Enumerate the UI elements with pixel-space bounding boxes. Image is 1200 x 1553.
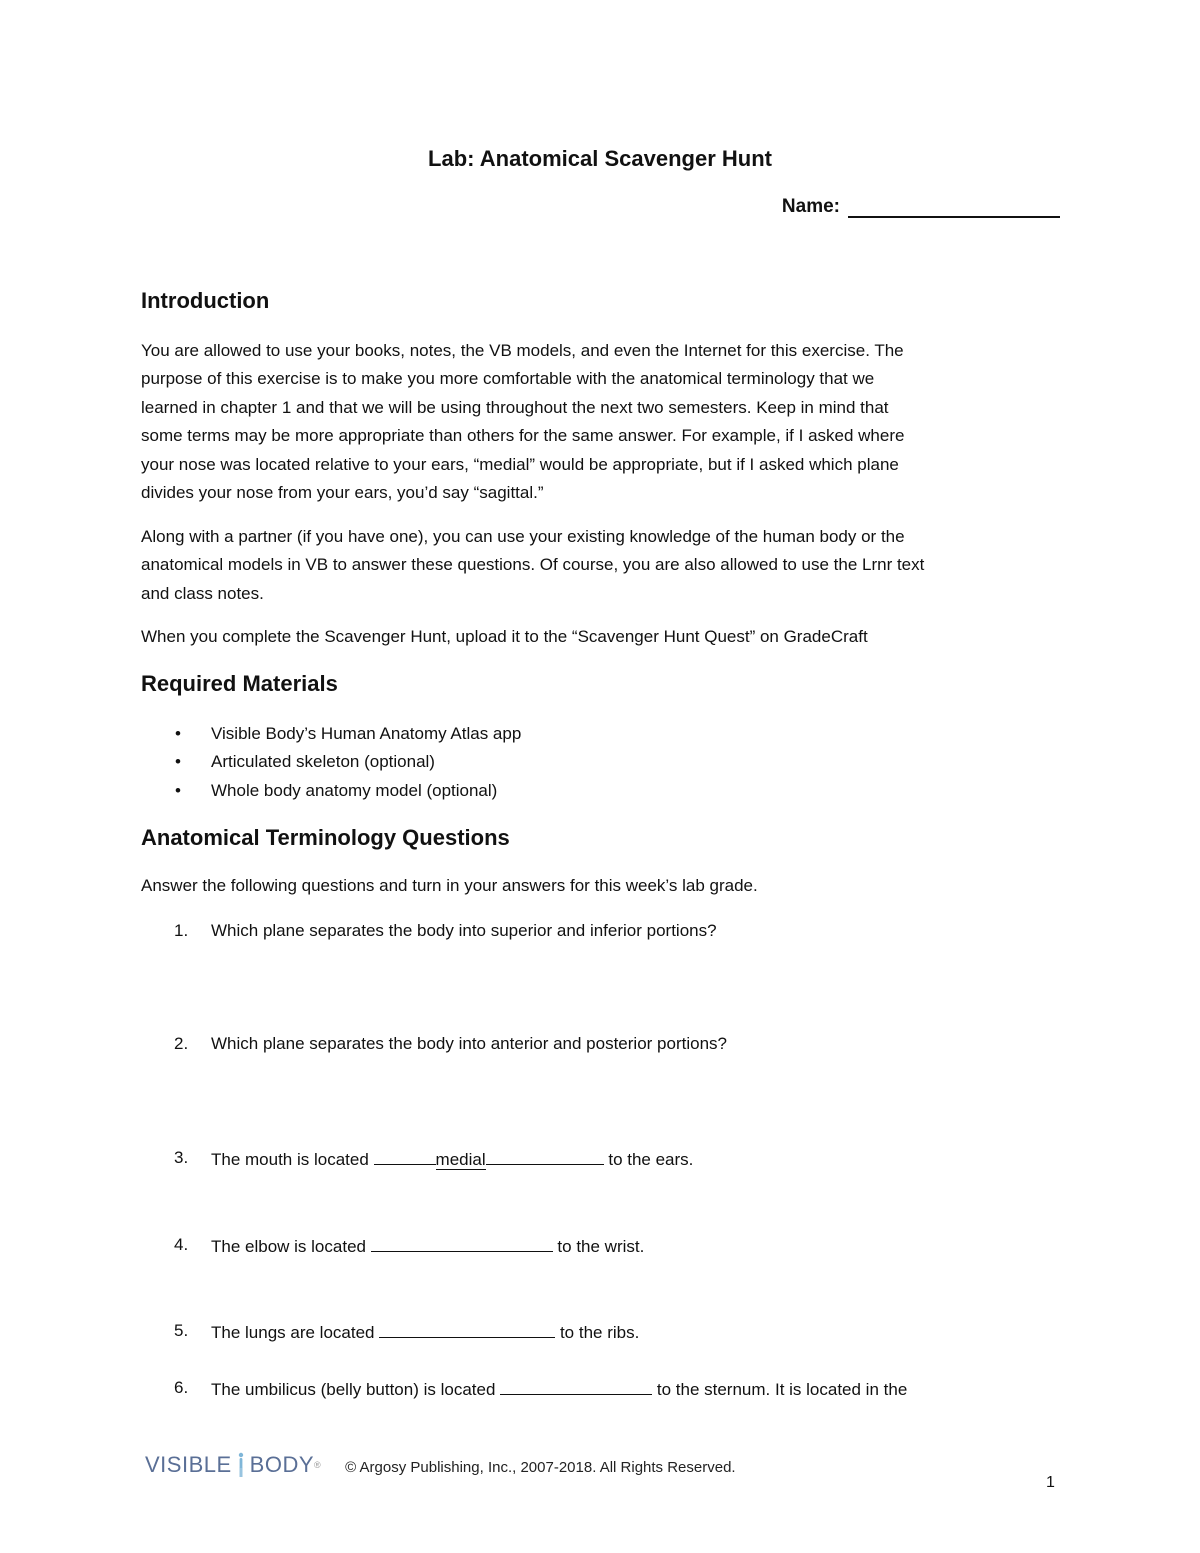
bullet-icon: • — [175, 752, 181, 772]
page-footer — [145, 1452, 736, 1478]
answer-blank[interactable] — [371, 1233, 553, 1252]
intro-line: purpose of this exercise is to make you more comfortable with the anatomical terminology that we — [141, 369, 875, 389]
introduction-paragraph-2 — [141, 523, 1061, 608]
question-number: 1. — [174, 921, 189, 940]
logo-body: BODY — [249, 1452, 315, 1477]
page-number: 1 — [1046, 1474, 1055, 1491]
name-blank-line[interactable] — [848, 196, 1060, 218]
upload-instruction: When you complete the Scavenger Hunt, upload it to the “Scavenger Hunt Quest” on GradeCraft — [141, 627, 868, 646]
human-figure-icon — [236, 1452, 246, 1478]
question-number: 3. — [174, 1148, 189, 1167]
question-number: 5. — [174, 1321, 189, 1340]
visible-body-logo — [145, 1452, 321, 1478]
question-text: The lungs are located to the ribs. — [211, 1319, 639, 1345]
question-5 — [141, 1319, 639, 1345]
question-text: The elbow is located to the wrist. — [211, 1233, 644, 1259]
required-materials-heading: Required Materials — [141, 671, 338, 696]
intro-line: some terms may be more appropriate than others for the same answer. For example, if I asked where — [141, 426, 905, 446]
introduction-paragraph-1 — [141, 337, 1061, 507]
answer-blank[interactable] — [486, 1146, 604, 1165]
intro-line: your nose was located relative to your ears, “medial” would be appropriate, but if I asked which plane — [141, 454, 899, 474]
answer-blank[interactable] — [374, 1146, 436, 1165]
copyright-text: © Argosy Publishing, Inc., 2007-2018. All Rights Reserved. — [345, 1458, 736, 1476]
page-title: Lab: Anatomical Scavenger Hunt — [428, 146, 772, 171]
logo-visible: VISIBLE — [145, 1452, 232, 1477]
list-item: • Whole body anatomy model (optional) — [141, 777, 521, 805]
question-3 — [141, 1146, 693, 1172]
introduction-heading: Introduction — [141, 288, 270, 313]
question-number: 4. — [174, 1235, 189, 1254]
filled-answer: medial — [435, 1150, 486, 1169]
question-text: The mouth is located medial to the ears. — [211, 1146, 693, 1172]
intro-line: divides your nose from your ears, you’d say “sagittal.” — [141, 483, 544, 503]
questions-heading: Anatomical Terminology Questions — [141, 825, 510, 850]
question-text: The umbilicus (belly button) is located to the sternum. It is located in the — [211, 1376, 907, 1402]
intro-line: anatomical models in VB to answer these questions. Of course, you are also allowed to use the Lrnr text — [141, 555, 925, 575]
answer-blank[interactable] — [379, 1319, 555, 1338]
question-4 — [141, 1233, 644, 1259]
answer-blank[interactable] — [500, 1376, 652, 1395]
intro-line: Along with a partner (if you have one), you can use your existing knowledge of the human body or the — [141, 527, 905, 546]
list-item: • Visible Body’s Human Anatomy Atlas app — [141, 720, 521, 748]
question-1 — [141, 919, 717, 943]
intro-line: and class notes. — [141, 583, 264, 603]
question-number: 2. — [174, 1034, 189, 1053]
materials-list — [141, 720, 521, 805]
registered-mark: ® — [314, 1460, 322, 1470]
intro-line: learned in chapter 1 and that we will be using throughout the next two semesters. Keep in mind that — [141, 397, 889, 417]
bullet-icon: • — [175, 780, 181, 800]
name-label: Name: — [781, 196, 840, 217]
question-6 — [141, 1376, 907, 1402]
name-field — [782, 196, 1060, 218]
question-number: 6. — [174, 1378, 189, 1397]
bullet-icon: • — [175, 724, 181, 743]
questions-instruction: Answer the following questions and turn in your answers for this week’s lab grade. — [141, 876, 758, 895]
question-text: Which plane separates the body into anterior and posterior portions? — [211, 1034, 727, 1053]
question-2 — [141, 1032, 727, 1056]
intro-line: You are allowed to use your books, notes, the VB models, and even the Internet for this exercise. The — [141, 341, 904, 360]
question-text: Which plane separates the body into superior and inferior portions? — [211, 921, 717, 940]
list-item: • Articulated skeleton (optional) — [141, 748, 521, 776]
